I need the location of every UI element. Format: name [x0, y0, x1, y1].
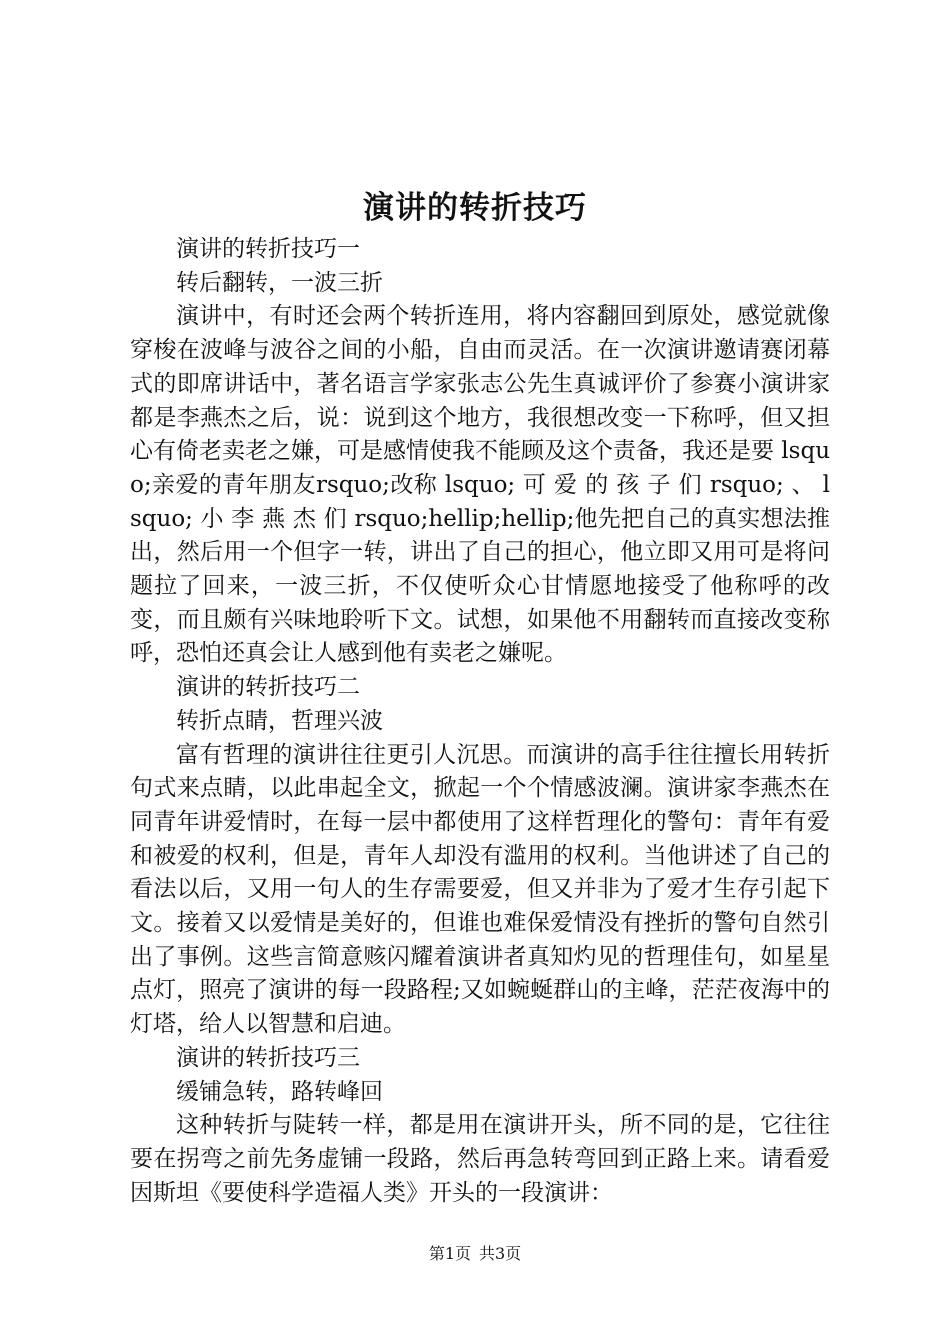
body-paragraph: 这种转折与陡转一样，都是用在演讲开头，所不同的是，它往往要在拐弯之前先务虚铺一段路，然后再急转弯回到正路上来。请看爱因斯坦《要使科学造福人类》开头的一段演讲： — [130, 1112, 830, 1206]
page-total: 共3页 — [479, 1244, 522, 1263]
page-footer — [0, 1243, 950, 1265]
section-heading: 演讲的转折技巧一 — [176, 236, 360, 262]
section-heading: 演讲的转折技巧三 — [176, 1044, 360, 1071]
section-subheading: 转折点睛，哲理兴波 — [176, 707, 383, 734]
section-heading: 演讲的转折技巧二 — [176, 674, 360, 701]
document-body — [130, 233, 830, 1210]
body-paragraph: 演讲中，有时还会两个转折连用，将内容翻回到原处，感觉就像穿梭在波峰与波谷之间的小船，自由而灵活。在一次演讲邀请赛闭幕式的即席讲话中，著名语言学家张志公先生真诚评价了参赛小演讲家都是李燕杰之后，说：说到这个地方，我很想改变一下称呼，但又担心有倚老卖老之嫌，可是感情使我不能顾及这个责备，我还是要 lsquo;亲爱的青年朋友rsquo;改称 lsquo; 可 爱 的 孩 子 们 rsquo; 、 lsquo; 小 李 燕 杰 们 rsquo;hellip;hellip;他先把自己的真实想法推出，然后用一个但字一转，讲出了自己的担心，他立即又用可是将问题拉了回来，一波三折，不仅使听众心甘情愿地接受了他称呼的改变，而且颇有兴味地聆听下文。试想，如果他不用翻转而直接改变称呼，恐怕还真会让人感到他有卖老之嫌呢。 — [130, 303, 831, 667]
section-subheading: 缓铺急转，路转峰回 — [176, 1078, 383, 1105]
document-title: 演讲的转折技巧 — [363, 190, 587, 226]
body-paragraph: 富有哲理的演讲往往更引人沉思。而演讲的高手往往擅长用转折句式来点睛，以此串起全文，掀起一个个情感波澜。演讲家李燕杰在同青年讲爱情时，在每一层中都使用了这样哲理化的警句：青年有爱和被爱的权利，但是，青年人却没有滥用的权利。当他讲述了自己的看法以后，又用一句人的生存需要爱，但又并非为了爱才生存引起下文。接着又以爱情是美好的，但谁也难保爱情没有挫折的警句自然引出了事例。这些言简意赅闪耀着演讲者真知灼见的哲理佳句，如星星点灯，照亮了演讲的每一段路程;又如蜿蜒群山的主峰，茫茫夜海中的灯塔，给人以智慧和启迪。 — [130, 741, 830, 1038]
section-subheading: 转后翻转，一波三折 — [176, 269, 383, 296]
page-number: 第1页 — [428, 1244, 471, 1263]
